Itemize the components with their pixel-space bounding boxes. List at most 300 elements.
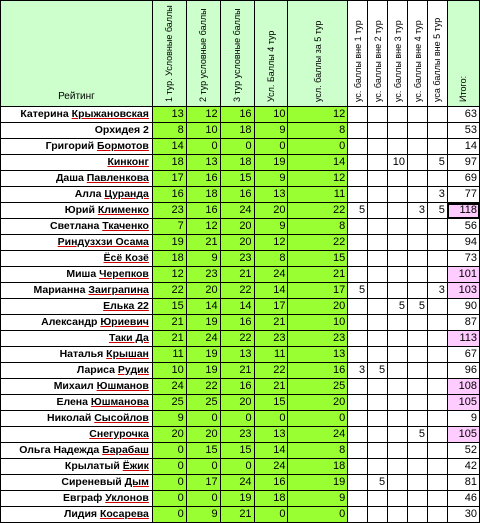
total-cell[interactable]: 81 <box>447 475 479 491</box>
bonus-score-cell[interactable] <box>368 171 388 187</box>
tour-score-cell[interactable]: 10 <box>152 363 186 379</box>
bonus-score-cell[interactable] <box>427 459 447 475</box>
bonus-score-cell[interactable] <box>408 379 428 395</box>
tour-score-cell[interactable]: 18 <box>254 491 288 507</box>
tour-score-cell[interactable]: 23 <box>220 427 254 443</box>
total-cell[interactable]: 42 <box>447 459 479 475</box>
tour-score-cell[interactable]: 22 <box>254 363 288 379</box>
tour-score-cell[interactable]: 23 <box>152 203 186 219</box>
tour-score-cell[interactable]: 17 <box>288 283 348 299</box>
bonus-score-cell[interactable] <box>427 123 447 139</box>
bonus-score-cell[interactable] <box>388 459 408 475</box>
tour-score-cell[interactable]: 21 <box>220 363 254 379</box>
tour-score-cell[interactable]: 24 <box>288 427 348 443</box>
bonus-score-cell[interactable] <box>408 507 428 523</box>
bonus-score-cell[interactable] <box>368 395 388 411</box>
tour-score-cell[interactable]: 20 <box>186 283 220 299</box>
player-name-cell[interactable] <box>1 139 153 155</box>
bonus-score-cell[interactable] <box>388 443 408 459</box>
bonus-score-cell[interactable] <box>408 331 428 347</box>
bonus-score-cell[interactable]: 3 <box>427 187 447 203</box>
tour-score-cell[interactable]: 13 <box>220 347 254 363</box>
bonus-score-cell[interactable] <box>368 203 388 219</box>
tour-score-cell[interactable]: 0 <box>152 443 186 459</box>
tour-score-cell[interactable]: 13 <box>254 427 288 443</box>
tour-score-cell[interactable]: 9 <box>186 507 220 523</box>
bonus-score-cell[interactable] <box>348 347 368 363</box>
bonus-score-cell[interactable] <box>427 331 447 347</box>
total-cell[interactable]: 56 <box>447 219 479 235</box>
tour-score-cell[interactable]: 12 <box>254 235 288 251</box>
tour-score-cell[interactable]: 7 <box>152 219 186 235</box>
bonus-score-cell[interactable] <box>388 219 408 235</box>
tour-score-cell[interactable]: 0 <box>152 475 186 491</box>
col-header-tour3[interactable] <box>220 1 254 107</box>
col-header-extra3[interactable] <box>388 1 408 107</box>
tour-score-cell[interactable]: 14 <box>186 299 220 315</box>
tour-score-cell[interactable]: 19 <box>186 363 220 379</box>
tour-score-cell[interactable]: 15 <box>220 443 254 459</box>
total-cell[interactable]: 101 <box>447 267 479 283</box>
bonus-score-cell[interactable] <box>427 139 447 155</box>
tour-score-cell[interactable]: 24 <box>254 267 288 283</box>
tour-score-cell[interactable]: 16 <box>220 187 254 203</box>
tour-score-cell[interactable]: 20 <box>186 427 220 443</box>
tour-score-cell[interactable]: 14 <box>288 155 348 171</box>
total-cell[interactable]: 118 <box>447 203 479 219</box>
tour-score-cell[interactable]: 15 <box>254 395 288 411</box>
tour-score-cell[interactable]: 21 <box>254 315 288 331</box>
tour-score-cell[interactable]: 16 <box>220 379 254 395</box>
bonus-score-cell[interactable]: 5 <box>408 299 428 315</box>
bonus-score-cell[interactable] <box>348 187 368 203</box>
tour-score-cell[interactable]: 8 <box>288 219 348 235</box>
bonus-score-cell[interactable] <box>388 347 408 363</box>
tour-score-cell[interactable]: 8 <box>288 443 348 459</box>
tour-score-cell[interactable]: 20 <box>254 203 288 219</box>
tour-score-cell[interactable]: 0 <box>288 139 348 155</box>
tour-score-cell[interactable]: 14 <box>254 283 288 299</box>
bonus-score-cell[interactable] <box>368 459 388 475</box>
tour-score-cell[interactable]: 24 <box>152 379 186 395</box>
tour-score-cell[interactable]: 0 <box>220 459 254 475</box>
tour-score-cell[interactable]: 9 <box>186 251 220 267</box>
bonus-score-cell[interactable]: 5 <box>368 363 388 379</box>
player-name-cell[interactable] <box>1 203 153 219</box>
player-name-cell[interactable] <box>1 411 153 427</box>
bonus-score-cell[interactable] <box>408 347 428 363</box>
bonus-score-cell[interactable] <box>388 475 408 491</box>
tour-score-cell[interactable]: 0 <box>220 411 254 427</box>
bonus-score-cell[interactable] <box>388 267 408 283</box>
bonus-score-cell[interactable] <box>408 283 428 299</box>
total-cell[interactable]: 67 <box>447 347 479 363</box>
bonus-score-cell[interactable] <box>348 235 368 251</box>
bonus-score-cell[interactable] <box>348 459 368 475</box>
bonus-score-cell[interactable] <box>408 491 428 507</box>
tour-score-cell[interactable]: 9 <box>254 171 288 187</box>
col-header-extra5[interactable] <box>427 1 447 107</box>
player-name-cell[interactable] <box>1 187 153 203</box>
tour-score-cell[interactable]: 12 <box>186 219 220 235</box>
bonus-score-cell[interactable] <box>348 475 368 491</box>
tour-score-cell[interactable]: 12 <box>288 107 348 123</box>
tour-score-cell[interactable]: 19 <box>254 155 288 171</box>
player-name-cell[interactable] <box>1 475 153 491</box>
bonus-score-cell[interactable] <box>368 139 388 155</box>
bonus-score-cell[interactable] <box>408 107 428 123</box>
col-header-total[interactable] <box>447 1 479 107</box>
tour-score-cell[interactable]: 9 <box>254 123 288 139</box>
col-header-tour4[interactable] <box>254 1 288 107</box>
tour-score-cell[interactable]: 11 <box>152 347 186 363</box>
bonus-score-cell[interactable] <box>388 315 408 331</box>
bonus-score-cell[interactable] <box>368 107 388 123</box>
tour-score-cell[interactable]: 19 <box>186 315 220 331</box>
bonus-score-cell[interactable] <box>408 475 428 491</box>
tour-score-cell[interactable]: 9 <box>288 491 348 507</box>
tour-score-cell[interactable]: 23 <box>220 251 254 267</box>
tour-score-cell[interactable]: 21 <box>186 235 220 251</box>
bonus-score-cell[interactable] <box>427 475 447 491</box>
bonus-score-cell[interactable] <box>348 411 368 427</box>
player-name-cell[interactable] <box>1 107 153 123</box>
total-cell[interactable]: 113 <box>447 331 479 347</box>
tour-score-cell[interactable]: 0 <box>220 139 254 155</box>
bonus-score-cell[interactable] <box>427 267 447 283</box>
total-cell[interactable]: 94 <box>447 235 479 251</box>
bonus-score-cell[interactable] <box>427 251 447 267</box>
bonus-score-cell[interactable] <box>408 139 428 155</box>
bonus-score-cell[interactable] <box>408 459 428 475</box>
bonus-score-cell[interactable] <box>388 171 408 187</box>
bonus-score-cell[interactable] <box>348 219 368 235</box>
bonus-score-cell[interactable] <box>368 187 388 203</box>
bonus-score-cell[interactable] <box>348 139 368 155</box>
bonus-score-cell[interactable] <box>427 379 447 395</box>
bonus-score-cell[interactable]: 3 <box>427 283 447 299</box>
tour-score-cell[interactable]: 19 <box>152 235 186 251</box>
bonus-score-cell[interactable] <box>368 491 388 507</box>
total-cell[interactable]: 69 <box>447 171 479 187</box>
tour-score-cell[interactable]: 18 <box>152 155 186 171</box>
tour-score-cell[interactable]: 18 <box>186 187 220 203</box>
bonus-score-cell[interactable] <box>368 123 388 139</box>
rating-header[interactable]: Рейтинг <box>1 1 153 107</box>
tour-score-cell[interactable]: 20 <box>288 299 348 315</box>
bonus-score-cell[interactable] <box>348 379 368 395</box>
bonus-score-cell[interactable] <box>348 491 368 507</box>
bonus-score-cell[interactable] <box>388 427 408 443</box>
tour-score-cell[interactable]: 19 <box>288 475 348 491</box>
tour-score-cell[interactable]: 0 <box>288 411 348 427</box>
tour-score-cell[interactable]: 0 <box>186 139 220 155</box>
bonus-score-cell[interactable] <box>408 219 428 235</box>
tour-score-cell[interactable]: 0 <box>152 507 186 523</box>
tour-score-cell[interactable]: 22 <box>186 379 220 395</box>
tour-score-cell[interactable]: 20 <box>220 219 254 235</box>
player-name-cell[interactable] <box>1 331 153 347</box>
tour-score-cell[interactable]: 17 <box>186 475 220 491</box>
bonus-score-cell[interactable] <box>408 235 428 251</box>
bonus-score-cell[interactable] <box>408 411 428 427</box>
tour-score-cell[interactable]: 24 <box>220 475 254 491</box>
total-cell[interactable]: 73 <box>447 251 479 267</box>
total-cell[interactable]: 105 <box>447 427 479 443</box>
bonus-score-cell[interactable]: 5 <box>427 203 447 219</box>
player-name-cell[interactable] <box>1 171 153 187</box>
bonus-score-cell[interactable] <box>368 267 388 283</box>
total-cell[interactable]: 53 <box>447 123 479 139</box>
bonus-score-cell[interactable] <box>348 395 368 411</box>
col-header-extra4[interactable] <box>408 1 428 107</box>
bonus-score-cell[interactable] <box>388 187 408 203</box>
bonus-score-cell[interactable] <box>427 427 447 443</box>
tour-score-cell[interactable]: 23 <box>186 267 220 283</box>
tour-score-cell[interactable]: 17 <box>254 299 288 315</box>
tour-score-cell[interactable]: 23 <box>254 331 288 347</box>
tour-score-cell[interactable]: 16 <box>186 203 220 219</box>
tour-score-cell[interactable]: 15 <box>186 443 220 459</box>
bonus-score-cell[interactable] <box>368 299 388 315</box>
tour-score-cell[interactable]: 16 <box>186 171 220 187</box>
bonus-score-cell[interactable] <box>388 123 408 139</box>
bonus-score-cell[interactable] <box>388 139 408 155</box>
bonus-score-cell[interactable] <box>427 107 447 123</box>
tour-score-cell[interactable]: 16 <box>254 475 288 491</box>
bonus-score-cell[interactable] <box>388 411 408 427</box>
tour-score-cell[interactable]: 18 <box>152 251 186 267</box>
bonus-score-cell[interactable] <box>427 363 447 379</box>
tour-score-cell[interactable]: 0 <box>254 139 288 155</box>
player-name-cell[interactable] <box>1 251 153 267</box>
bonus-score-cell[interactable] <box>388 395 408 411</box>
total-cell[interactable]: 97 <box>447 155 479 171</box>
total-cell[interactable]: 52 <box>447 443 479 459</box>
total-cell[interactable]: 96 <box>447 363 479 379</box>
bonus-score-cell[interactable] <box>348 315 368 331</box>
bonus-score-cell[interactable] <box>368 347 388 363</box>
tour-score-cell[interactable]: 18 <box>220 155 254 171</box>
bonus-score-cell[interactable] <box>408 267 428 283</box>
player-name-cell[interactable] <box>1 155 153 171</box>
bonus-score-cell[interactable] <box>368 507 388 523</box>
bonus-score-cell[interactable] <box>348 123 368 139</box>
player-name-cell[interactable] <box>1 347 153 363</box>
bonus-score-cell[interactable] <box>427 411 447 427</box>
player-name-cell[interactable] <box>1 427 153 443</box>
tour-score-cell[interactable]: 18 <box>220 123 254 139</box>
bonus-score-cell[interactable] <box>348 171 368 187</box>
tour-score-cell[interactable]: 16 <box>152 187 186 203</box>
bonus-score-cell[interactable] <box>348 267 368 283</box>
tour-score-cell[interactable]: 20 <box>152 427 186 443</box>
bonus-score-cell[interactable]: 5 <box>427 155 447 171</box>
bonus-score-cell[interactable] <box>408 171 428 187</box>
bonus-score-cell[interactable] <box>427 443 447 459</box>
bonus-score-cell[interactable]: 3 <box>408 203 428 219</box>
tour-score-cell[interactable]: 0 <box>186 459 220 475</box>
bonus-score-cell[interactable] <box>388 363 408 379</box>
bonus-score-cell[interactable] <box>348 427 368 443</box>
bonus-score-cell[interactable] <box>408 443 428 459</box>
tour-score-cell[interactable]: 25 <box>186 395 220 411</box>
tour-score-cell[interactable]: 24 <box>186 331 220 347</box>
tour-score-cell[interactable]: 25 <box>152 395 186 411</box>
bonus-score-cell[interactable] <box>368 235 388 251</box>
bonus-score-cell[interactable] <box>348 507 368 523</box>
tour-score-cell[interactable]: 0 <box>152 491 186 507</box>
tour-score-cell[interactable]: 0 <box>186 411 220 427</box>
col-header-extra1[interactable] <box>348 1 368 107</box>
bonus-score-cell[interactable] <box>388 507 408 523</box>
bonus-score-cell[interactable] <box>368 427 388 443</box>
bonus-score-cell[interactable] <box>427 507 447 523</box>
player-name-cell[interactable] <box>1 315 153 331</box>
tour-score-cell[interactable]: 25 <box>288 379 348 395</box>
tour-score-cell[interactable]: 0 <box>254 507 288 523</box>
tour-score-cell[interactable]: 19 <box>220 491 254 507</box>
tour-score-cell[interactable]: 13 <box>186 155 220 171</box>
bonus-score-cell[interactable] <box>408 251 428 267</box>
tour-score-cell[interactable]: 10 <box>254 107 288 123</box>
bonus-score-cell[interactable] <box>427 171 447 187</box>
player-name-cell[interactable] <box>1 267 153 283</box>
bonus-score-cell[interactable] <box>368 379 388 395</box>
bonus-score-cell[interactable]: 5 <box>408 427 428 443</box>
bonus-score-cell[interactable] <box>427 299 447 315</box>
total-cell[interactable]: 90 <box>447 299 479 315</box>
tour-score-cell[interactable]: 24 <box>254 459 288 475</box>
bonus-score-cell[interactable] <box>348 443 368 459</box>
bonus-score-cell[interactable] <box>368 251 388 267</box>
player-name-cell[interactable] <box>1 379 153 395</box>
tour-score-cell[interactable]: 16 <box>288 363 348 379</box>
tour-score-cell[interactable]: 12 <box>186 107 220 123</box>
tour-score-cell[interactable]: 14 <box>220 299 254 315</box>
player-name-cell[interactable] <box>1 235 153 251</box>
tour-score-cell[interactable]: 16 <box>220 107 254 123</box>
tour-score-cell[interactable]: 15 <box>220 171 254 187</box>
bonus-score-cell[interactable]: 10 <box>388 155 408 171</box>
bonus-score-cell[interactable] <box>427 315 447 331</box>
tour-score-cell[interactable]: 15 <box>288 251 348 267</box>
tour-score-cell[interactable]: 0 <box>186 491 220 507</box>
bonus-score-cell[interactable] <box>368 283 388 299</box>
tour-score-cell[interactable]: 8 <box>288 123 348 139</box>
tour-score-cell[interactable]: 18 <box>288 459 348 475</box>
bonus-score-cell[interactable] <box>408 363 428 379</box>
player-name-cell[interactable] <box>1 283 153 299</box>
tour-score-cell[interactable]: 11 <box>254 347 288 363</box>
player-name-cell[interactable] <box>1 395 153 411</box>
bonus-score-cell[interactable] <box>388 203 408 219</box>
tour-score-cell[interactable]: 22 <box>288 235 348 251</box>
bonus-score-cell[interactable] <box>408 315 428 331</box>
total-cell[interactable]: 77 <box>447 187 479 203</box>
tour-score-cell[interactable]: 22 <box>152 283 186 299</box>
col-header-tour5[interactable] <box>288 1 348 107</box>
tour-score-cell[interactable]: 21 <box>288 267 348 283</box>
player-name-cell[interactable] <box>1 219 153 235</box>
bonus-score-cell[interactable]: 3 <box>348 363 368 379</box>
bonus-score-cell[interactable] <box>348 299 368 315</box>
bonus-score-cell[interactable] <box>368 155 388 171</box>
total-cell[interactable]: 30 <box>447 507 479 523</box>
bonus-score-cell[interactable] <box>388 107 408 123</box>
bonus-score-cell[interactable] <box>388 235 408 251</box>
tour-score-cell[interactable]: 8 <box>152 123 186 139</box>
total-cell[interactable]: 63 <box>447 107 479 123</box>
total-cell[interactable]: 103 <box>447 283 479 299</box>
bonus-score-cell[interactable] <box>408 395 428 411</box>
tour-score-cell[interactable]: 13 <box>288 347 348 363</box>
col-header-tour1[interactable] <box>152 1 186 107</box>
total-cell[interactable]: 9 <box>447 411 479 427</box>
tour-score-cell[interactable]: 10 <box>186 123 220 139</box>
tour-score-cell[interactable]: 9 <box>152 411 186 427</box>
bonus-score-cell[interactable] <box>427 347 447 363</box>
tour-score-cell[interactable]: 20 <box>220 235 254 251</box>
bonus-score-cell[interactable] <box>368 443 388 459</box>
tour-score-cell[interactable]: 13 <box>152 107 186 123</box>
tour-score-cell[interactable]: 21 <box>152 315 186 331</box>
bonus-score-cell[interactable] <box>388 379 408 395</box>
player-name-cell[interactable] <box>1 123 153 139</box>
bonus-score-cell[interactable]: 5 <box>348 283 368 299</box>
player-name-cell[interactable] <box>1 299 153 315</box>
total-cell[interactable]: 87 <box>447 315 479 331</box>
tour-score-cell[interactable]: 22 <box>288 203 348 219</box>
col-header-extra2[interactable] <box>368 1 388 107</box>
bonus-score-cell[interactable] <box>408 155 428 171</box>
bonus-score-cell[interactable] <box>368 315 388 331</box>
bonus-score-cell[interactable] <box>427 219 447 235</box>
tour-score-cell[interactable]: 14 <box>152 139 186 155</box>
player-name-cell[interactable] <box>1 507 153 523</box>
bonus-score-cell[interactable] <box>388 251 408 267</box>
bonus-score-cell[interactable] <box>388 491 408 507</box>
bonus-score-cell[interactable] <box>348 107 368 123</box>
bonus-score-cell[interactable] <box>348 331 368 347</box>
bonus-score-cell[interactable] <box>408 187 428 203</box>
tour-score-cell[interactable]: 11 <box>288 187 348 203</box>
tour-score-cell[interactable]: 20 <box>220 395 254 411</box>
bonus-score-cell[interactable] <box>408 123 428 139</box>
tour-score-cell[interactable]: 8 <box>254 251 288 267</box>
tour-score-cell[interactable]: 0 <box>288 507 348 523</box>
tour-score-cell[interactable]: 22 <box>220 283 254 299</box>
bonus-score-cell[interactable] <box>388 283 408 299</box>
tour-score-cell[interactable]: 21 <box>220 507 254 523</box>
total-cell[interactable]: 105 <box>447 395 479 411</box>
tour-score-cell[interactable]: 21 <box>254 379 288 395</box>
tour-score-cell[interactable]: 12 <box>288 171 348 187</box>
tour-score-cell[interactable]: 21 <box>220 267 254 283</box>
bonus-score-cell[interactable] <box>368 219 388 235</box>
total-cell[interactable]: 14 <box>447 139 479 155</box>
tour-score-cell[interactable]: 0 <box>152 459 186 475</box>
player-name-cell[interactable] <box>1 491 153 507</box>
bonus-score-cell[interactable] <box>388 331 408 347</box>
tour-score-cell[interactable]: 9 <box>254 219 288 235</box>
bonus-score-cell[interactable] <box>427 395 447 411</box>
bonus-score-cell[interactable]: 5 <box>348 203 368 219</box>
bonus-score-cell[interactable] <box>348 155 368 171</box>
bonus-score-cell[interactable] <box>368 331 388 347</box>
tour-score-cell[interactable]: 19 <box>186 347 220 363</box>
col-header-tour2[interactable] <box>186 1 220 107</box>
